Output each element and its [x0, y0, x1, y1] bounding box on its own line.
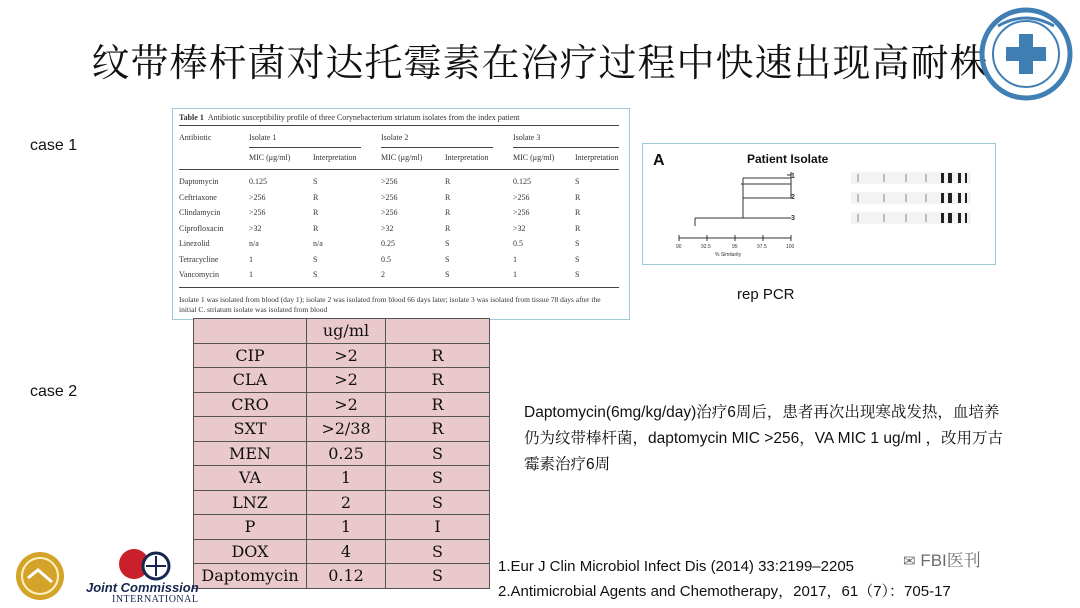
table1-isolate2-header: Isolate 2: [381, 133, 409, 142]
table1-value-cell: S: [445, 270, 450, 279]
table-row: [194, 343, 490, 368]
table1-value-cell: >32: [249, 223, 262, 233]
interpretation-cell: R: [386, 417, 490, 442]
table-row: [194, 466, 490, 491]
table1-value-cell: S: [575, 177, 580, 186]
table1-value-cell: S: [575, 270, 580, 279]
table1-antibiotic-cell: Clindamycin: [179, 208, 221, 217]
dendrogram-and-gel: [643, 144, 995, 264]
interpretation-cell: S: [386, 466, 490, 491]
mic-cell: >2: [307, 392, 386, 417]
table1-value-cell: 0.125: [249, 177, 267, 186]
antibiotic-susceptibility-table-image: Table 1 Antibiotic susceptibility profile of three Corynebacterium striatum isolates from the index patient Antibiotic Isolate 1 Isolate 2 Isolate 3 MIC (μg/ml) Interpretation MIC (μg/ml) Interpretation MIC (μg/ml) Interpretation Daptomycin 0.125 S >256 R 0.125 S Ceftriaxone >256 R >256 R >256 R Clindamycin >256 R >256 R >256 R Ciprofloxacin >32 R >32 R >32 R Linezolid n/a n/a 0.25 S 0.5 S Tetracycline 1 S 0.5 S 1 S Vancomycin 1 S 2 S 1 S Isolate 1 was isolated from blood (day 1); isolate 2 was isolated from blood 66 days later; isolate 3 was isolated from tissue 78 days after the initial C. striatum isolate was isolated from blood: [172, 108, 630, 320]
table1-value-cell: >256: [249, 208, 266, 217]
reference-2: 2.Antimicrobial Agents and Chemotherapy，2017，61（7）：705-17: [498, 583, 951, 600]
case2-description: Daptomycin(6mg/kg/day)治疗6周后，患者再次出现寒战发热，血培养仍为纹带棒杆菌，daptomycin MIC >256，VA MIC 1 ug/ml ，改用万古霉素治疗6周: [524, 404, 1004, 473]
table-row: [194, 441, 490, 466]
interpretation-cell: S: [386, 441, 490, 466]
drug-cell: [194, 319, 307, 344]
table1-value-cell: 1: [249, 270, 253, 279]
table1-value-cell: 0.5: [381, 254, 391, 264]
table1-value-cell: 1: [513, 254, 517, 264]
interpretation-cell: [386, 319, 490, 344]
table1-value-cell: 1: [249, 254, 253, 264]
wechat-icon: ✉: [903, 553, 916, 570]
table1-value-cell: >256: [381, 192, 398, 202]
interpretation-cell: R: [386, 368, 490, 393]
axis-tick: 92.5: [701, 244, 711, 250]
mic-cell: 1: [307, 515, 386, 540]
table1-value-cell: 2: [381, 270, 385, 279]
mic-cell: 4: [307, 539, 386, 564]
axis-tick: 97.5: [757, 244, 767, 250]
table1-value-cell: 0.5: [513, 239, 523, 248]
drug-cell: P: [194, 515, 307, 540]
case2-mic-table: [193, 318, 490, 589]
table-row: [194, 392, 490, 417]
table1-value-cell: n/a: [249, 239, 259, 248]
joint-commission-subtitle: INTERNATIONAL: [112, 594, 199, 605]
table1-value-cell: >256: [381, 208, 398, 217]
table1-value-cell: S: [313, 254, 318, 264]
mic-cell: 0.25: [307, 441, 386, 466]
table1-value-cell: S: [575, 254, 580, 264]
table-header-row: [194, 319, 490, 344]
gel-bands: [851, 172, 971, 224]
table-row: [194, 564, 490, 589]
table1-isolate1-header: Isolate 1: [249, 133, 277, 142]
drug-cell: CIP: [194, 343, 307, 368]
hospital-seal-logo: [968, 4, 1076, 112]
table-row: [194, 515, 490, 540]
table1-value-cell: 0.25: [381, 239, 395, 248]
table1-value-cell: S: [445, 239, 450, 248]
leaf-label: 2: [791, 194, 795, 201]
table-row: [194, 417, 490, 442]
table1-antibiotic-cell: Daptomycin: [179, 177, 219, 186]
mic-cell: 0.12: [307, 564, 386, 589]
table1-antibiotic-cell: Ceftriaxone: [179, 192, 217, 202]
case2-label: case 2: [30, 383, 78, 400]
table1-value-cell: R: [445, 177, 451, 186]
interpretation-cell: S: [386, 564, 490, 589]
drug-cell: DOX: [194, 539, 307, 564]
drug-cell: VA: [194, 466, 307, 491]
wechat-watermark: ✉ FBI医刊: [903, 551, 981, 570]
table1-value-cell: >256: [513, 192, 530, 202]
table1-value-cell: >32: [513, 223, 526, 233]
table1-col-antibiotic: Antibiotic: [179, 133, 212, 142]
table1-antibiotic-cell: Ciprofloxacin: [179, 223, 224, 233]
mic-cell: 2: [307, 490, 386, 515]
table1-value-cell: >256: [381, 177, 398, 186]
table1-value-cell: R: [445, 223, 451, 233]
mic-cell: 1: [307, 466, 386, 491]
table1-value-cell: R: [445, 208, 451, 217]
drug-cell: LNZ: [194, 490, 307, 515]
leaf-label: 1: [791, 173, 795, 180]
mic-cell: >2: [307, 368, 386, 393]
table1-value-cell: R: [575, 192, 581, 202]
drug-cell: SXT: [194, 417, 307, 442]
axis-tick: 100: [786, 244, 795, 250]
mic-cell: >2: [307, 343, 386, 368]
panel-letter: A: [653, 152, 665, 169]
rep-pcr-label: rep PCR: [737, 286, 795, 303]
table-row: [194, 490, 490, 515]
table1-antibiotic-cell: Linezolid: [179, 239, 210, 248]
axis-tick: 95: [732, 244, 738, 250]
table1-value-cell: >256: [513, 208, 530, 217]
table1-value-cell: n/a: [313, 239, 323, 248]
table1-value-cell: 1: [513, 270, 517, 279]
mic-cell: ug/ml: [307, 319, 386, 344]
mic-cell: >2/38: [307, 417, 386, 442]
table1-value-cell: >256: [249, 192, 266, 202]
references: [498, 554, 951, 604]
table1-value-cell: S: [575, 239, 580, 248]
table1-value-cell: R: [575, 208, 581, 217]
table1-value-cell: R: [575, 223, 581, 233]
case1-label: case 1: [30, 137, 78, 154]
table1-value-cell: >32: [381, 223, 394, 233]
table1-value-cell: S: [313, 270, 318, 279]
table1-caption: Table 1 Antibiotic susceptibility profile of three Corynebacterium striatum isolates from the index patient: [179, 113, 520, 122]
drug-cell: Daptomycin: [194, 564, 307, 589]
drug-cell: MEN: [194, 441, 307, 466]
interpretation-cell: I: [386, 515, 490, 540]
table1-value-cell: S: [445, 254, 450, 264]
table1-antibiotic-cell: Vancomycin: [179, 270, 219, 279]
table1-value-cell: R: [313, 192, 319, 202]
drug-cell: CLA: [194, 368, 307, 393]
axis-label: % Similarity: [715, 252, 742, 258]
reference-1: 1.Eur J Clin Microbiol Infect Dis (2014) 33:2199–2205: [498, 558, 855, 575]
table1-isolate3-header: Isolate 3: [513, 133, 541, 142]
drug-cell: CRO: [194, 392, 307, 417]
table1-value-cell: R: [313, 208, 319, 217]
leaf-label: 3: [791, 215, 795, 222]
table1-value-cell: 0.125: [513, 177, 531, 186]
table-row: [194, 539, 490, 564]
table1-antibiotic-cell: Tetracycline: [179, 254, 219, 264]
panel-title: Patient Isolate: [747, 152, 829, 166]
interpretation-cell: S: [386, 539, 490, 564]
table1-value-cell: R: [445, 192, 451, 202]
table-row: [194, 368, 490, 393]
axis-tick: 90: [676, 244, 682, 250]
interpretation-cell: R: [386, 392, 490, 417]
table1-value-cell: S: [313, 177, 318, 186]
joint-commission-wordmark: Joint Commission: [86, 580, 199, 595]
interpretation-cell: R: [386, 343, 490, 368]
patient-isolate-panel: [642, 143, 996, 265]
slide-title: 纹带棒杆菌对达托霉素在治疗过程中快速出现高耐株: [91, 41, 989, 85]
table1-value-cell: R: [313, 223, 319, 233]
table1-footnote: Isolate 1 was isolated from blood (day 1); isolate 2 was isolated from blood 66 days later; isolate 3 was isolated from tissue 78 days after the initial C. striatum isolate was isolated from blood: [179, 295, 601, 314]
interpretation-cell: S: [386, 490, 490, 515]
